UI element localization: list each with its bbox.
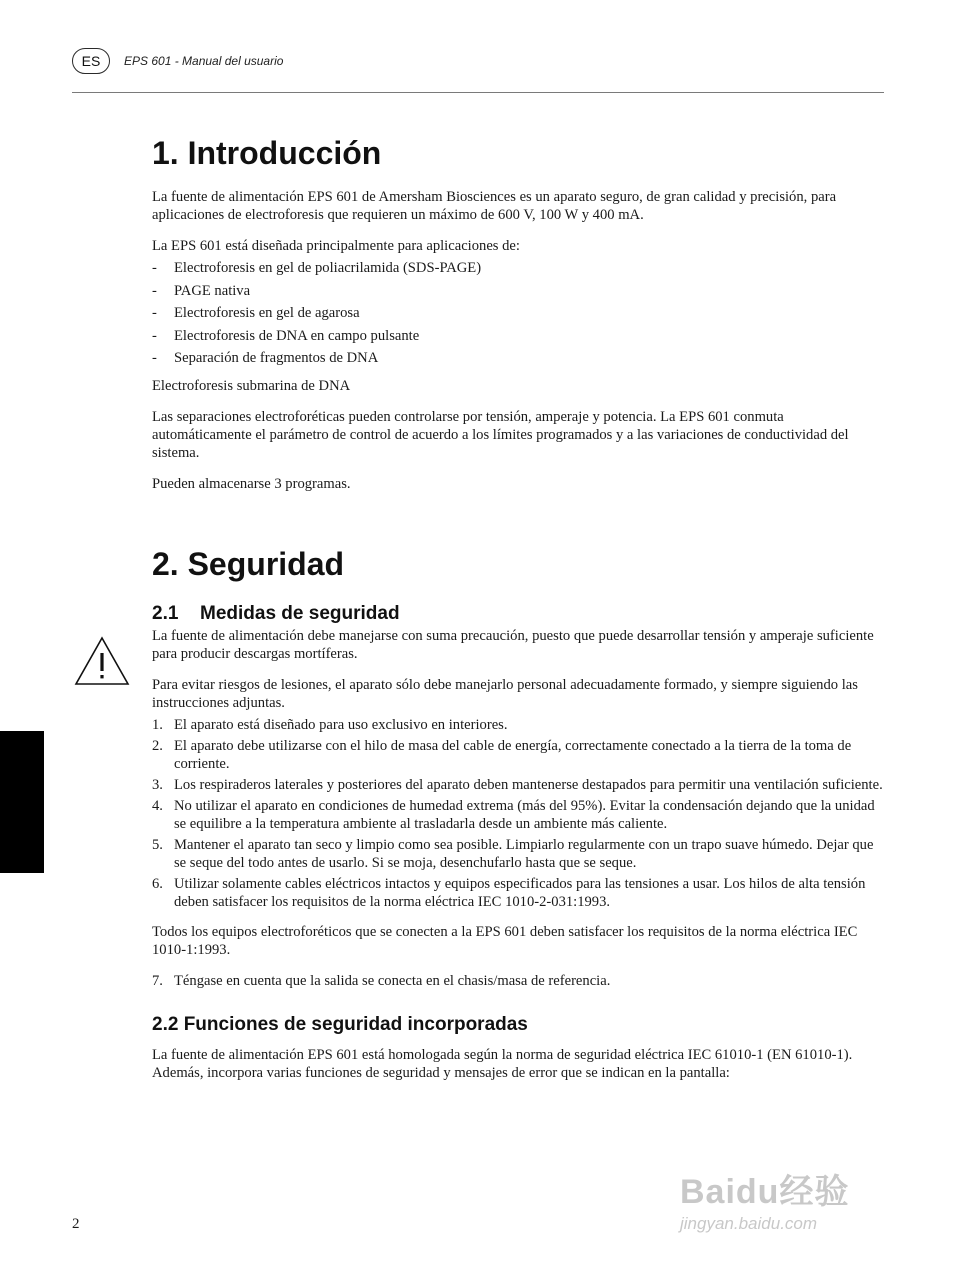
intro-paragraph: La fuente de alimentación EPS 601 de Amersham Biosciences es un aparato seguro, de gran calidad y precisión, para aplicaciones de electroforesis que requieren un máximo de 600 V, 100 W y 400 mA. xyxy=(152,189,837,223)
safety-rules-list-continued xyxy=(152,972,884,990)
safety-paragraph-2: Para evitar riesgos de lesiones, el aparato sólo debe manejarlo personal adecuadamente formado, y siempre siguiendo las instrucciones adjuntas. xyxy=(152,677,858,711)
baidu-watermark xyxy=(676,1164,916,1244)
subsection-2-2-title: 2.2 Funciones de seguridad incorporadas xyxy=(152,1014,528,1035)
section-2-title: 2. Seguridad xyxy=(152,546,345,582)
applications-intro: La EPS 601 está diseñada principalmente para aplicaciones de: xyxy=(152,238,520,254)
subsection-number: 2.1 xyxy=(152,603,179,624)
section-1-title: 1. Introducción xyxy=(152,135,382,171)
list-item: - Electroforesis de DNA en campo pulsante xyxy=(152,327,884,345)
header-title: EPS 601 - Manual del usuario xyxy=(124,54,284,68)
language-badge: ES xyxy=(72,48,110,74)
watermark-main: Baidu经验 xyxy=(680,1173,850,1211)
equipment-paragraph: Todos los equipos electroforéticos que se conecten a la EPS 601 deben satisfacer los requisitos de la norma eléctrica IEC 1010-1:1993. xyxy=(152,924,858,958)
list-item: 6. Utilizar solamente cables eléctricos intactos y equipos especificados para las tensiones a usar. Los hilos de alta tensión deben satisfacer los requisitos de la norma eléctrica IEC 1010-2-031:1993. xyxy=(152,876,866,910)
list-item: 5. Mantener el aparato tan seco y limpio como sea posible. Limpiarlo regularmente con un trapo suave húmedo. Dejar que se seque del todo antes de usarlo. Si se moja, desenchufarlo hasta que se seque. xyxy=(152,837,874,871)
subsection-label: Medidas de seguridad xyxy=(200,603,400,624)
safety-rules-list xyxy=(152,716,884,911)
list-item: - Electroforesis en gel de agarosa xyxy=(152,304,884,322)
main-content xyxy=(152,134,884,1095)
submarine-paragraph: Electroforesis submarina de DNA xyxy=(152,378,351,394)
list-item: - Separación de fragmentos de DNA xyxy=(152,349,884,367)
applications-list xyxy=(152,259,884,367)
list-item: 2. El aparato debe utilizarse con el hilo de masa del cable de energía, correctamente conectado a la tierra de la toma de corriente. xyxy=(152,738,852,772)
built-in-safety-paragraph: La fuente de alimentación EPS 601 está homologada según la norma de seguridad eléctrica IEC 61010-1 (EN 61010-1). Además, incorpora varias funciones de seguridad y mensajes de error que se indican en la pantalla: xyxy=(152,1047,853,1081)
list-item: - Electroforesis en gel de poliacrilamida (SDS-PAGE) xyxy=(152,259,884,277)
list-item: 4. No utilizar el aparato en condiciones de humedad extrema (más del 95%). Evitar la condensación dejando que la unidad se equilibre a la temperatura ambiente al trasladarla desde un ambiente más caliente. xyxy=(152,798,875,832)
watermark-url: jingyan.baidu.com xyxy=(680,1214,818,1233)
page-number: 2 xyxy=(72,1216,80,1232)
list-item: 1. El aparato está diseñado para uso exclusivo en interiores. xyxy=(152,717,508,733)
programs-paragraph: Pueden almacenarse 3 programas. xyxy=(152,476,351,492)
language-side-tab xyxy=(0,731,44,873)
list-item: 3. Los respiraderos laterales y posteriores del aparato deben mantenerse destapados para permitir una ventilación suficiente. xyxy=(152,777,883,793)
list-item: - PAGE nativa xyxy=(152,282,884,300)
warning-triangle-icon xyxy=(74,636,130,686)
page-header xyxy=(72,48,884,93)
list-item: 7. Téngase en cuenta que la salida se conecta en el chasis/masa de referencia. xyxy=(152,973,611,989)
control-paragraph: Las separaciones electroforéticas pueden controlarse por tensión, amperaje y potencia. La EPS 601 conmuta automáticamente el parámetro de control de acuerdo a los límites programados y a las variaciones de conductividad del sistema. xyxy=(152,409,849,461)
safety-paragraph-1: La fuente de alimentación debe manejarse con suma precaución, puesto que puede desarrollar tensión y amperaje suficiente para producir descargas mortíferas. xyxy=(152,628,874,662)
subsection-2-1-title xyxy=(152,603,884,625)
